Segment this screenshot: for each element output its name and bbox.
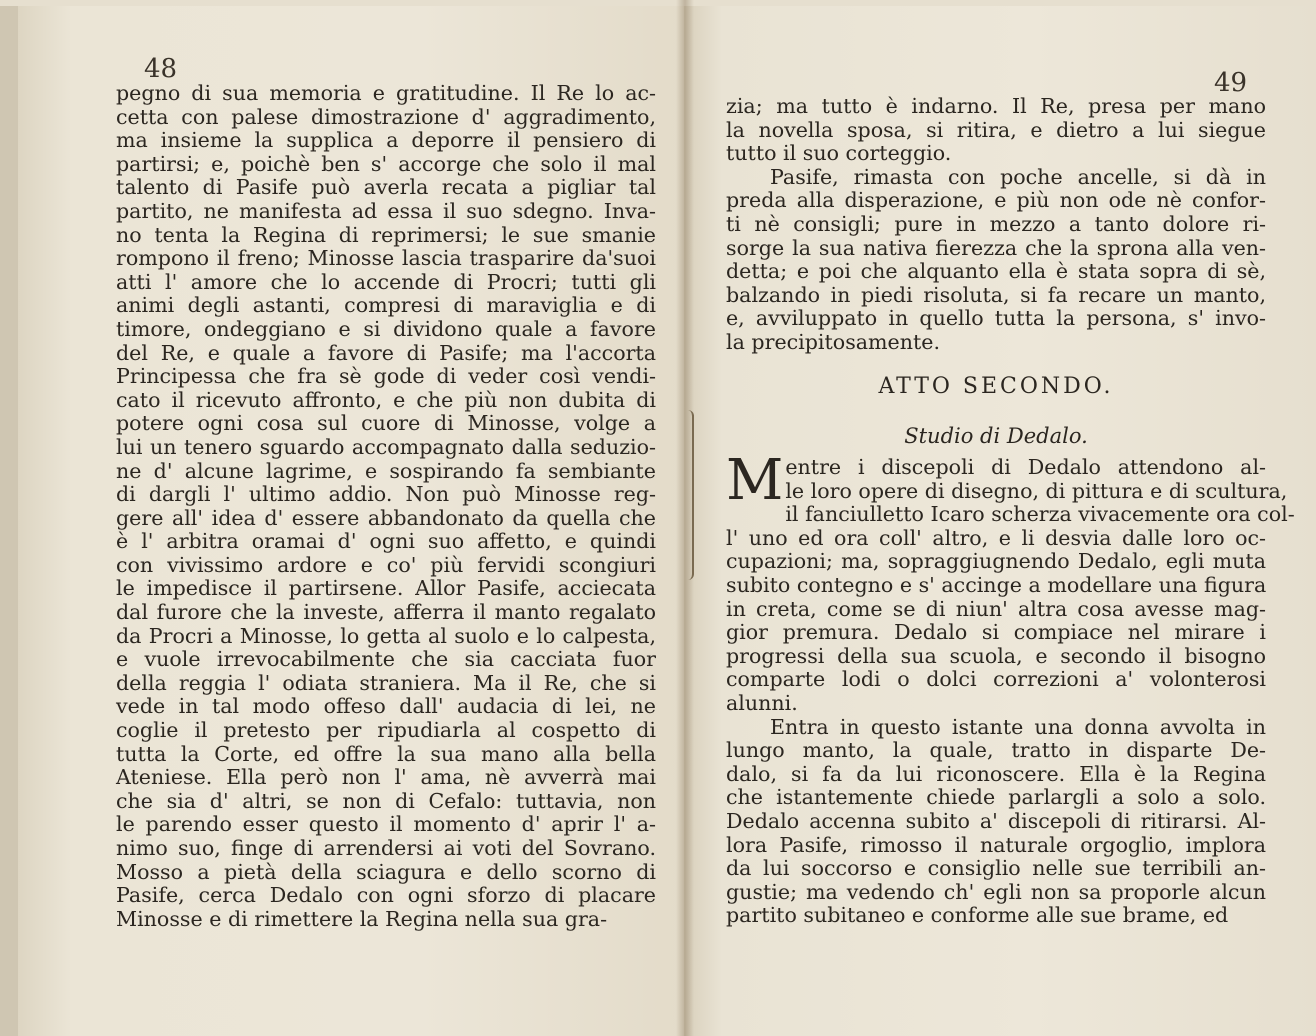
text-line: con vivissimo ardore e co' più fervidi scongiuri <box>116 552 656 577</box>
text-line: Minosse e di rimettere la Regina nella sua gra- <box>116 906 608 931</box>
text-line: balzando in piedi risoluta, si fa recare un manto, <box>726 282 1266 307</box>
text-line: gior premura. Dedalo si compiace nel mirare i <box>726 620 1266 645</box>
text-line: cato il ricevuto affronto, e che più non dubita di <box>116 387 656 412</box>
text-line: talento di Pasife può averla recata a pigliar tal <box>116 175 656 200</box>
text-line: di dargli l' ultimo addio. Non può Minosse reg- <box>116 482 656 507</box>
text-line: le impedisce il partirsene. Allor Pasife, acciecata <box>116 576 656 601</box>
text-line: che sia d' altri, se non di Cefalo: tuttavia, non <box>116 788 656 813</box>
text-line: ma insieme la supplica a deporre il pensiero di <box>116 128 656 153</box>
margin-bracket-mark <box>684 410 694 580</box>
text-line: zia; ma tutto è indarno. Il Re, presa per mano <box>726 94 1266 118</box>
text-line: del Re, e quale a favore di Pasife; ma l'accorta <box>116 340 656 365</box>
text-line: animi degli astanti, compresi di maraviglia e di <box>116 293 656 318</box>
text-line: partito subitaneo e conforme alle sue brame, ed <box>726 903 1229 928</box>
text-line: ti nè consigli; pure in mezzo a tanto dolore ri- <box>726 211 1266 236</box>
text-line: in creta, come se di niun' altra cosa avesse mag- <box>726 596 1266 621</box>
act-heading: ATTO SECONDO. <box>878 374 1114 399</box>
page-number-left: 48 <box>144 54 178 84</box>
text-line: preda alla disperazione, e più non ode nè confor- <box>726 188 1266 213</box>
text-line: lui un tenero sguardo accompagnato dalla seduzio- <box>116 434 656 459</box>
text-line: da lui soccorso e consiglio nelle sue terribili an- <box>726 856 1266 881</box>
text-line: comparte lodi o dolci correzioni a' volonterosi <box>726 667 1266 692</box>
text-line: lora Pasife, rimosso il naturale orgoglio, implora <box>726 832 1266 857</box>
text-line: vede in tal modo offeso dall' audacia di lei, ne <box>116 694 656 719</box>
text-line: ne d' alcune lagrime, e sospirando fa sembiante <box>116 458 656 483</box>
text-line: nimo suo, finge di arrendersi ai voti del Sovrano. <box>116 836 656 860</box>
text-line: subito contegno e s' accinge a modellare una figura <box>726 572 1267 597</box>
text-line: cetta con palese dimostrazione d' aggradimento, <box>116 104 656 129</box>
text-line: è l' arbitra oramai d' ogni suo affetto, e quindi <box>116 529 656 554</box>
text-line: pegno di sua memoria e gratitudine. Il Re lo ac- <box>116 81 656 105</box>
text-line: dal furore che la investe, afferra il manto regalato <box>116 600 656 625</box>
text-line: detta; e poi che alquanto ella è stata sopra di sè, <box>726 259 1266 284</box>
text-line: progressi della sua scuola, e secondo il bisogno <box>726 643 1266 668</box>
page-number-right: 49 <box>1214 68 1248 98</box>
text-line: no tenta la Regina di reprimersi; le sue smanie <box>116 222 656 247</box>
right-page-top-text <box>726 95 1266 355</box>
text-line: che istantemente chiede parlargli a solo a solo. <box>726 785 1266 810</box>
left-page <box>0 6 684 1036</box>
text-line: Entra in questo istante una donna avvolta in <box>770 714 1266 739</box>
text-line: e, avviluppato in quello tutta la persona, s' invo- <box>726 306 1266 331</box>
text-line: le loro opere di disegno, di pittura e di scultura, <box>785 478 1288 503</box>
text-line: Pasife, rimasta con poche ancelle, si dà in <box>770 164 1266 189</box>
text-line: e vuole irrevocabilmente che sia cacciata fuor <box>116 647 656 672</box>
text-line: il fanciulletto Icaro scherza vivacemente ora col- <box>785 502 1295 527</box>
text-line: potere ogni cosa sul cuore di Minosse, volge a <box>116 411 656 436</box>
text-line: rompono il freno; Minosse lascia trasparire da'suoi <box>116 246 656 271</box>
text-line: l' uno ed ora coll' altro, e li desvia dalle loro oc- <box>726 525 1266 550</box>
text-line: coglie il pretesto per ripudiarla al cospetto di <box>116 718 656 743</box>
text-line: sorge la sua nativa fierezza che la sprona alla ven- <box>726 235 1266 260</box>
text-line: timore, ondeggiano e si dividono quale a favore <box>116 316 656 341</box>
text-line: Mosso a pietà della sciagura e dello scorno di <box>116 859 656 884</box>
drop-cap: M <box>726 448 784 513</box>
right-page-body-text <box>726 448 1295 928</box>
text-line: Pasife, cerca Dedalo con ogni sforzo di placare <box>116 883 656 908</box>
text-line: tutto il suo corteggio. <box>726 141 952 166</box>
text-line: cupazioni; ma, sopraggiugnendo Dedalo, egli muta <box>726 549 1266 574</box>
text-line: la novella sposa, si ritira, e dietro a lui siegue <box>726 117 1266 142</box>
scene-subheading: Studio di Dedalo. <box>904 424 1088 448</box>
text-line: entre i discepoli di Dedalo attendono al- <box>785 455 1266 479</box>
text-line: dalo, si fa da lui riconoscere. Ella è la Regina <box>726 761 1266 786</box>
left-page-text <box>116 82 656 931</box>
text-line: Principessa che fra sè gode di veder così vendi- <box>116 364 656 389</box>
text-line: partito, ne manifesta ad essa il suo sdegno. Inva- <box>116 198 656 223</box>
text-line: partirsi; e, poichè ben s' accorge che solo il mal <box>116 151 656 176</box>
text-line: atti l' amore che lo accende di Procri; tutti gli <box>116 269 656 294</box>
text-line: Dedalo accenna subito a' discepoli di ritirarsi. Al- <box>726 808 1266 833</box>
text-line: le parendo esser questo il momento d' aprir l' a- <box>116 812 656 837</box>
text-line: da Procri a Minosse, lo getta al suolo e lo calpesta, <box>116 623 656 648</box>
right-page <box>684 6 1316 1036</box>
text-line: tutta la Corte, ed offre la sua mano alla bella <box>116 741 656 766</box>
text-line: Ateniese. Ella però non l' ama, nè avverrà mai <box>116 765 656 790</box>
text-line: la precipitosamente. <box>726 329 941 354</box>
text-line: gustie; ma vedendo ch' egli non sa proporle alcun <box>726 879 1266 904</box>
text-line: della reggia l' odiata straniera. Ma il Re, che si <box>116 670 656 695</box>
text-line: alunni. <box>726 690 798 715</box>
text-line: lungo manto, la quale, tratto in disparte De- <box>726 738 1266 763</box>
text-line: gere all' idea d' essere abbandonato da quella che <box>116 505 656 530</box>
